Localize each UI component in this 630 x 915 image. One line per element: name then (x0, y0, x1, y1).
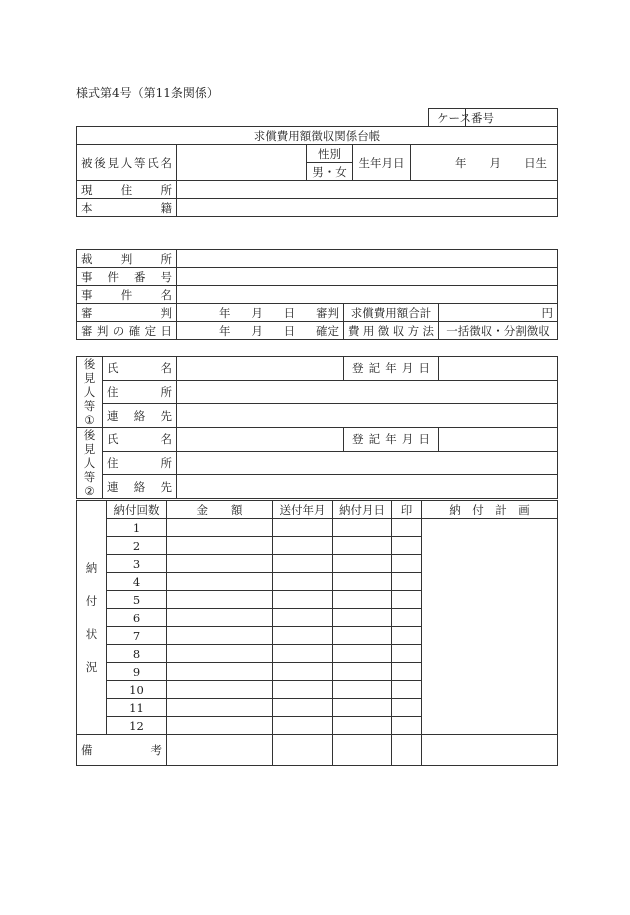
send-month-cell[interactable] (273, 537, 333, 555)
guardians-table (76, 356, 558, 499)
seal-header: 印 (392, 501, 422, 519)
send-month-cell[interactable] (273, 699, 333, 717)
guardian-2-address-field[interactable] (177, 451, 558, 475)
guardian-2-contact-label: 連絡先 (103, 475, 177, 499)
payment-count-cell: 5 (107, 591, 167, 609)
remarks-date-cell[interactable] (333, 735, 392, 766)
yen-unit: 円 (541, 305, 553, 320)
case-name-field[interactable] (177, 286, 558, 304)
payment-date-cell[interactable] (333, 627, 392, 645)
amount-cell[interactable] (167, 591, 273, 609)
ruling-day: 日 (283, 305, 296, 320)
guardian-2-name-field[interactable] (177, 428, 344, 452)
remarks-plan-cell[interactable] (422, 735, 558, 766)
amount-cell[interactable] (167, 645, 273, 663)
send-month-cell[interactable] (273, 717, 333, 735)
payment-count-cell: 12 (107, 717, 167, 735)
ward-name-label: 被後見人等氏名 (77, 145, 177, 181)
amount-header: 金 額 (167, 501, 273, 519)
seal-cell[interactable] (392, 573, 422, 591)
birthdate-month: 月 (489, 155, 502, 170)
ward-info-table (76, 108, 558, 217)
payment-date-header: 納付月日 (333, 501, 392, 519)
court-info-table (76, 249, 558, 340)
seal-cell[interactable] (392, 519, 422, 537)
guardian-2-registered-label: 登記年月日 (344, 428, 439, 452)
payment-count-cell: 8 (107, 645, 167, 663)
send-month-cell[interactable] (273, 609, 333, 627)
ward-name-field[interactable] (177, 145, 307, 181)
payment-date-cell[interactable] (333, 717, 392, 735)
payment-count-cell: 11 (107, 699, 167, 717)
guardian-1-contact-field[interactable] (177, 404, 558, 428)
payment-plan-field[interactable] (422, 519, 558, 735)
domicile-label: 本籍 (77, 199, 177, 217)
send-month-cell[interactable] (273, 681, 333, 699)
payment-status-char: 況 (85, 660, 98, 674)
finalized-day: 日 (283, 323, 296, 338)
remarks-amount-cell[interactable] (167, 735, 273, 766)
amount-cell[interactable] (167, 573, 273, 591)
remarks-label: 備考 (77, 735, 167, 766)
court-field[interactable] (177, 250, 558, 268)
payment-status-label (77, 501, 107, 735)
guardian-1-address-field[interactable] (177, 380, 558, 404)
case-no-field[interactable] (177, 268, 558, 286)
send-month-cell[interactable] (273, 573, 333, 591)
payments-table (76, 500, 558, 766)
guardian-2-name-label: 氏名 (103, 428, 177, 452)
court-label: 裁判所 (77, 250, 177, 268)
case-name-label: 事件名 (77, 286, 177, 304)
payment-date-cell[interactable] (333, 537, 392, 555)
total-label: 求償費用額合計 (344, 304, 439, 322)
send-month-cell[interactable] (273, 591, 333, 609)
payment-date-cell[interactable] (333, 699, 392, 717)
amount-cell[interactable] (167, 609, 273, 627)
guardian-1-contact-label: 連絡先 (103, 404, 177, 428)
domicile-field[interactable] (177, 199, 558, 217)
guardian-1-address-label: 住所 (103, 380, 177, 404)
seal-cell[interactable] (392, 537, 422, 555)
seal-cell[interactable] (392, 627, 422, 645)
seal-cell[interactable] (392, 699, 422, 717)
seal-cell[interactable] (392, 609, 422, 627)
seal-cell[interactable] (392, 555, 422, 573)
payment-date-cell[interactable] (333, 663, 392, 681)
finalized-year: 年 (219, 323, 231, 338)
payment-count-cell: 4 (107, 573, 167, 591)
address-field[interactable] (177, 181, 558, 199)
payment-count-cell: 2 (107, 537, 167, 555)
finalized-suffix: 確定 (315, 323, 339, 338)
payment-date-cell[interactable] (333, 555, 392, 573)
form-number: 様式第4号（第11条関係） (76, 86, 219, 100)
amount-cell[interactable] (167, 519, 273, 537)
finalized-month: 月 (251, 323, 263, 338)
send-month-header: 送付年月 (273, 501, 333, 519)
case-no-label: 事件番号 (77, 268, 177, 286)
payment-count-header: 納付回数 (107, 501, 167, 519)
finalized-label: 審判の確定日 (77, 322, 177, 340)
payment-row (77, 519, 558, 537)
payment-date-cell[interactable] (333, 573, 392, 591)
finalized-date-field[interactable] (177, 322, 344, 340)
payment-date-cell[interactable] (333, 591, 392, 609)
amount-cell[interactable] (167, 663, 273, 681)
total-field[interactable] (439, 304, 558, 322)
ruling-year: 年 (219, 305, 231, 320)
method-label: 費用徴収方法 (344, 322, 439, 340)
birthdate-year: 年 (455, 155, 467, 170)
amount-cell[interactable] (167, 699, 273, 717)
amount-cell[interactable] (167, 537, 273, 555)
remarks-seal-cell[interactable] (392, 735, 422, 766)
seal-cell[interactable] (392, 591, 422, 609)
guardian-2-contact-field[interactable] (177, 475, 558, 499)
payment-count-cell: 1 (107, 519, 167, 537)
ruling-suffix: 審判 (315, 305, 339, 320)
guardian-1-name-label: 氏名 (103, 357, 177, 381)
payment-status-char: 付 (85, 594, 98, 608)
ledger-title: 求償費用額徴収関係台帳 (77, 127, 558, 145)
send-month-cell[interactable] (273, 663, 333, 681)
send-month-cell[interactable] (273, 645, 333, 663)
seal-cell[interactable] (392, 645, 422, 663)
sex-label: 性別 (307, 145, 353, 163)
payment-status-char: 状 (85, 627, 98, 641)
seal-cell[interactable] (392, 681, 422, 699)
payment-status-char: 納 (85, 561, 98, 575)
guardian-2-group-label: 後 見 人 等 ② (77, 428, 103, 499)
payment-plan-header: 納 付 計 画 (422, 501, 558, 519)
ruling-date-field[interactable] (177, 304, 344, 322)
address-label: 現住所 (77, 181, 177, 199)
amount-cell[interactable] (167, 555, 273, 573)
birthdate-label: 生年月日 (353, 145, 411, 181)
ruling-label: 審判 (77, 304, 177, 322)
seal-cell[interactable] (392, 663, 422, 681)
amount-cell[interactable] (167, 627, 273, 645)
guardian-2-registered-field[interactable] (439, 428, 558, 452)
guardian-1-registered-field[interactable] (439, 357, 558, 381)
method-options[interactable]: 一括徴収・分割徴収 (439, 322, 558, 340)
send-month-cell[interactable] (273, 555, 333, 573)
birthdate-day: 日生 (524, 155, 548, 170)
send-month-cell[interactable] (273, 519, 333, 537)
guardian-1-name-field[interactable] (177, 357, 344, 381)
amount-cell[interactable] (167, 681, 273, 699)
payment-count-cell: 6 (107, 609, 167, 627)
payment-date-cell[interactable] (333, 609, 392, 627)
guardian-1-registered-label: 登記年月日 (344, 357, 439, 381)
send-month-cell[interactable] (273, 627, 333, 645)
case-number-label: ケース番号 (429, 109, 466, 127)
seal-cell[interactable] (392, 717, 422, 735)
payment-date-cell[interactable] (333, 519, 392, 537)
amount-cell[interactable] (167, 717, 273, 735)
birthdate-field[interactable] (411, 145, 558, 181)
payment-date-cell[interactable] (333, 681, 392, 699)
payment-count-cell: 9 (107, 663, 167, 681)
remarks-send-cell[interactable] (273, 735, 333, 766)
payment-count-cell: 10 (107, 681, 167, 699)
ruling-month: 月 (251, 305, 263, 320)
payment-count-cell: 3 (107, 555, 167, 573)
guardian-2-address-label: 住所 (103, 451, 177, 475)
payment-count-cell: 7 (107, 627, 167, 645)
sex-options[interactable]: 男・女 (307, 163, 353, 181)
guardian-1-group-label: 後 見 人 等 ① (77, 357, 103, 428)
payment-date-cell[interactable] (333, 645, 392, 663)
